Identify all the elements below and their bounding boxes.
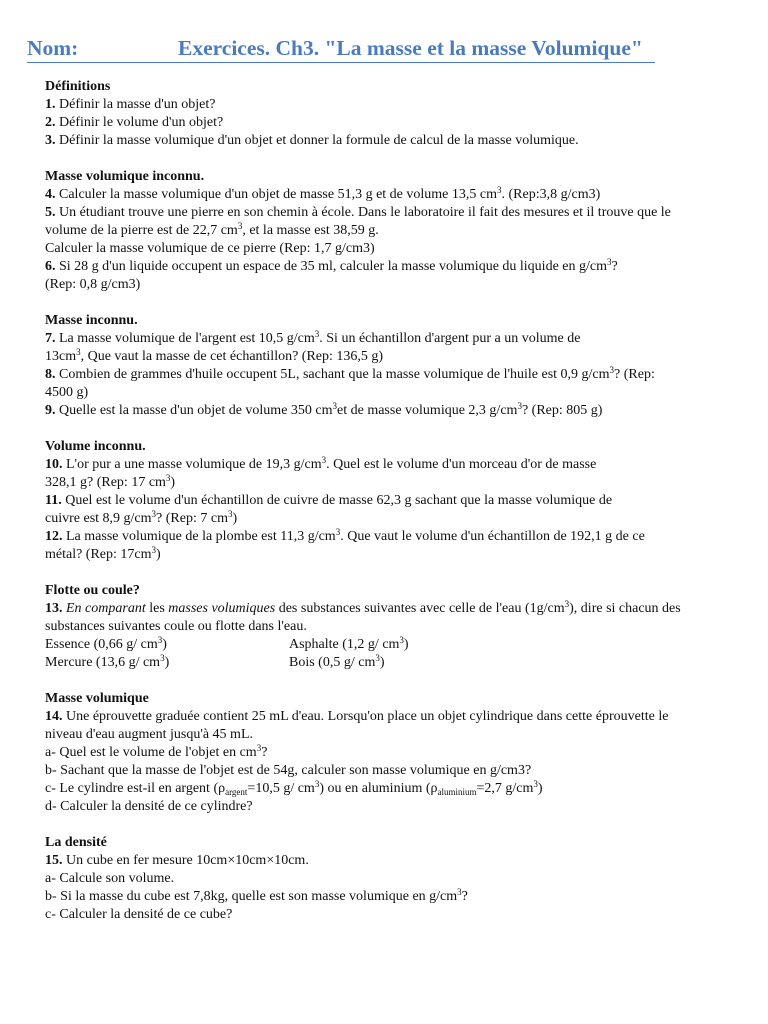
document-title-bar xyxy=(27,36,655,63)
question-14-d: d- Calculer la densité de ce cylindre? xyxy=(45,799,253,814)
question-14-a: a- Quel est le volume de l'objet en $cm^3$? xyxy=(45,743,268,760)
section-heading: Masse volumique inconnu. xyxy=(45,169,205,184)
section-float-or-sink xyxy=(45,582,745,672)
substance-essence: Essence (0,66 g/ $cm^3$) xyxy=(45,635,167,652)
question-13: 13. En comparant les masses volumiques des substances suivantes avec celle de l'eau $(1g/cm^3)$, dire si chacun des substances suivantes coule ou flotte dans l'eau. xyxy=(45,599,681,634)
section-unknown-density xyxy=(45,168,745,294)
section-heading: Masse inconnu. xyxy=(45,313,138,328)
substance-row xyxy=(45,654,745,672)
question-14: 14. Une éprouvette graduée contient 25 mL d'eau. Lorsqu'on place un objet cylindrique dans cette éprouvette le niveau d'eau augment jusqu'à 45 mL. xyxy=(45,709,669,742)
question-6: 6. Si 28 g d'un liquide occupent un espace de 35 ml, calculer la masse volumique du liquide en $g/cm^3$? (Rep: 0,8 g/cm3) xyxy=(45,257,618,292)
question-3: 3. Définir la masse volumique d'un objet et donner la formule de calcul de la masse volumique. xyxy=(45,133,579,148)
question-4: 4. Calculer la masse volumique d'un objet de masse 51,3 g et de volume 13,5 $cm^3$. (Rep:3,8 g/cm3) xyxy=(45,185,601,202)
question-15: 15. Un cube en fer mesure 10cm×10cm×10cm. xyxy=(45,853,309,868)
section-relative-density xyxy=(45,834,745,924)
question-15-a: a- Calcule son volume. xyxy=(45,871,175,886)
section-heading: Définitions xyxy=(45,79,111,94)
question-1: 1. Définir la masse d'un objet? xyxy=(45,97,216,112)
question-2: 2. Définir le volume d'un objet? xyxy=(45,115,224,130)
question-12: 12. La masse volumique de la plombe est 11,3 $g/cm^3$. Que vaut le volume d'un échantillon de 192,1 g de ce métal? (Rep: $17cm^3$) xyxy=(45,527,645,562)
section-unknown-mass xyxy=(45,312,745,420)
section-heading: Masse volumique xyxy=(45,691,149,706)
name-label: Nom: xyxy=(27,36,79,60)
section-density-exercise xyxy=(45,690,745,816)
document-body xyxy=(45,78,745,942)
question-15-c: c- Calculer la densité de ce cube? xyxy=(45,907,233,922)
question-9: 9. Quelle est la masse d'un objet de volume 350 $cm^3et$ de masse volumique 2,3 $g/cm^3$? (Rep: 805 g) xyxy=(45,401,603,418)
section-heading: Volume inconnu. xyxy=(45,439,146,454)
substance-asphalte: Asphalte (1,2 g/ $cm^3$) xyxy=(289,635,409,652)
substance-row xyxy=(45,636,745,654)
question-14-b: b- Sachant que la masse de l'objet est de 54g, calculer son masse volumique en g/cm3? xyxy=(45,763,532,778)
question-7: 7. La masse volumique de l'argent est 10,5 $g/cm^3$. Si un échantillon d'argent pur a un volume de $13cm^3$, Que vaut la masse de cet échantillon? (Rep: 136,5 g) xyxy=(45,329,581,364)
section-definitions xyxy=(45,78,745,150)
document-title: Exercices. Ch3. "La masse et la masse Volumique" xyxy=(178,36,643,60)
question-8: 8. Combien de grammes d'huile occupent 5L, sachant que la masse volumique de l'huile est 0,9 $g/cm^3$? (Rep: 4500 g) xyxy=(45,365,655,400)
question-11: 11. Quel est le volume d'un échantillon de cuivre de masse 62,3 g sachant que la masse volumique de cuivre est 8,9 $g/cm^3$? (Rep: 7 $cm^3$) xyxy=(45,493,613,526)
question-5: 5. Un étudiant trouve une pierre en son chemin à école. Dans le laboratoire il fait des mesures et il trouve que le volume de la pierre est de 22,7 $cm^3$, et la masse est 38,59 g. Calculer la masse volumique de ce pierre (Rep: 1,7 g/cm3) xyxy=(45,205,671,256)
section-heading: La densité xyxy=(45,835,107,850)
substance-mercure: Mercure (13,6 g/ $cm^3$) xyxy=(45,653,170,670)
section-unknown-volume xyxy=(45,438,745,564)
question-15-b: b- Si la masse du cube est 7,8kg, quelle est son masse volumique en $g/cm^3$? xyxy=(45,887,468,904)
section-heading: Flotte ou coule? xyxy=(45,583,140,598)
question-10: 10. L'or pur a une masse volumique de 19,3 $g/cm^3$. Quel est le volume d'un morceau d'or de masse 328,1 g? (Rep: 17 $cm^3$) xyxy=(45,455,597,490)
question-14-c: c- Le cylindre est-il en argent ($\rho_{argent}=10,5$ g/ $cm^3$) ou en aluminium ($\rho_{aluminium}=2,7$ $g/cm^3$) xyxy=(45,779,543,797)
substance-bois: Bois (0,5 g/ $cm^3$) xyxy=(289,653,385,670)
